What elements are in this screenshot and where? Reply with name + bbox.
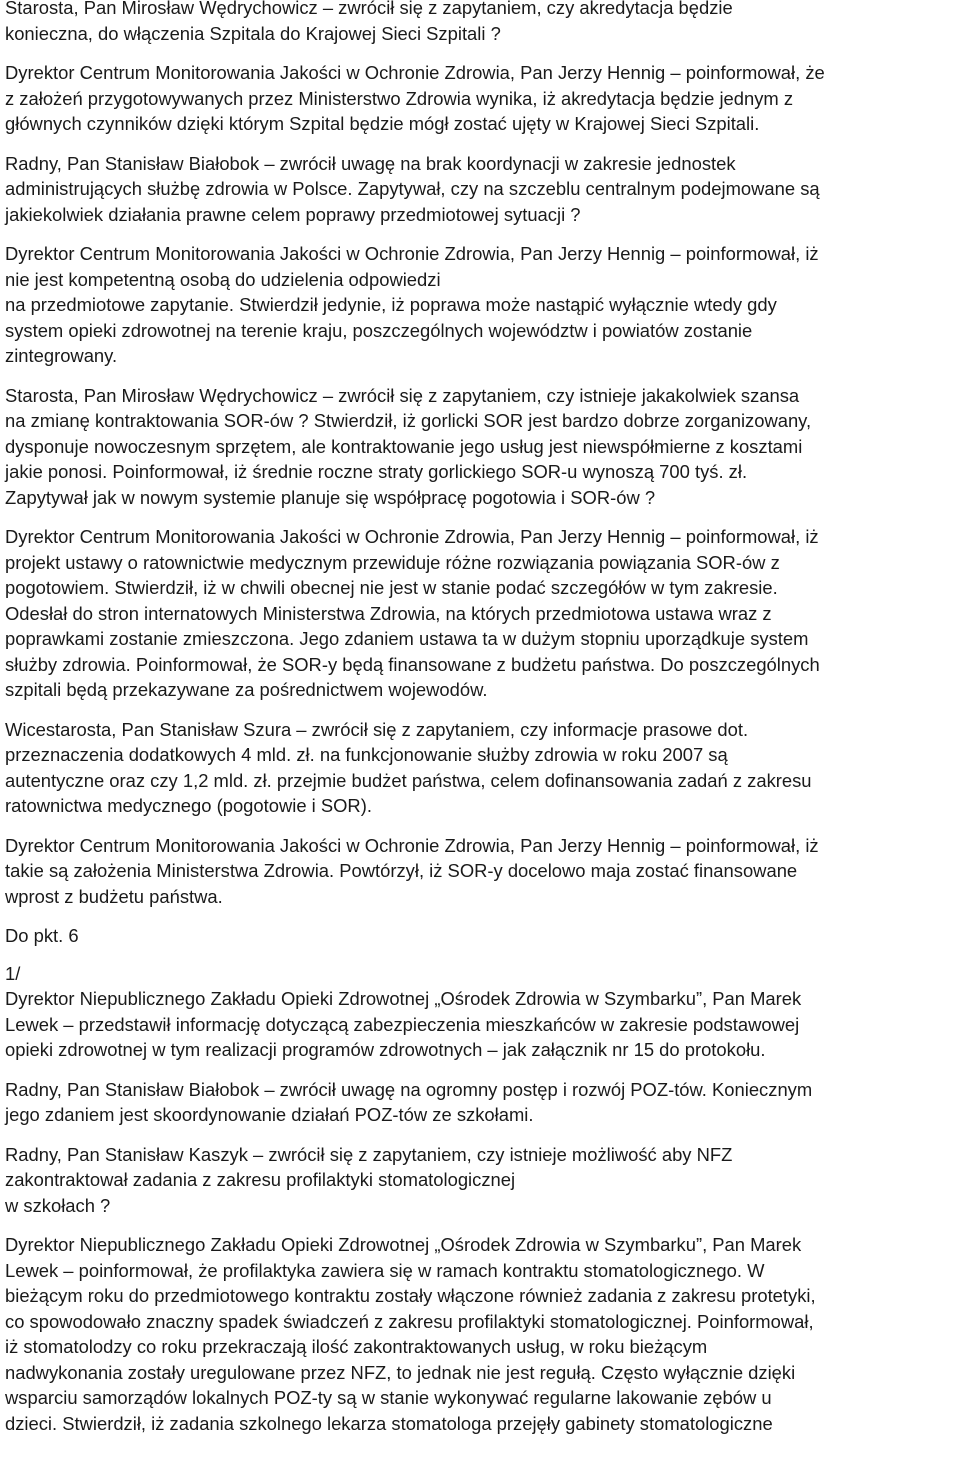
paragraph-director-answer-integration: Dyrektor Centrum Monitorowania Jakości w Ochronie Zdrowia, Pan Jerzy Hennig – poinformował, iż nie jest kompetentną osobą do udzielenia odpowiedzi na przedmiotowe zapytanie. Stwierdził jedynie, iż poprawa może nastąpić wyłącznie wtedy gdy system opieki zdrowotnej na terenie kraju, poszczególnych województw i powiatów zostanie zintegrowany. (5, 243, 819, 366)
paragraph-kaszyk-question: Radny, Pan Stanisław Kaszyk – zwrócił się z zapytaniem, czy istnieje możliwość aby NFZ zakontraktował zadania z zakresu profilaktyki stomatologicznej w szkołach ? (5, 1143, 733, 1216)
paragraph-vicestarosta-funding-question: Wicestarosta, Pan Stanisław Szura – zwrócił się z zapytaniem, czy informacje prasowe dot. przeznaczenia dodatkowych 4 mld. zł. na funkcjonowanie służby zdrowia w roku 2007 są autentyczne oraz czy 1,2 mld. zł. przejmie budżet państwa, celem dofinansowania zadań z zakresu ratownictwa medycznego (pogotowie i SOR). (5, 718, 812, 816)
section-heading-point-6: Do pkt. 6 (5, 925, 79, 946)
paragraph-bialobok-poz: Radny, Pan Stanisław Białobok – zwrócił uwagę na ogromny postęp i rozwój POZ-tów. Koniecznym jego zdaniem jest skoordynowanie działań POZ-tów ze szkołami. (5, 1078, 813, 1125)
paragraph-starosta-question-accreditation: Starosta, Pan Mirosław Wędrychowicz – zwrócił się z zapytaniem, czy akredytacja będzie konieczna, do włączenia Szpitala do Krajowej Sieci Szpitali ? (5, 0, 733, 44)
paragraph-szymbark-answer-dental: Dyrektor Niepublicznego Zakładu Opieki Zdrowotnej „Ośrodek Zdrowia w Szymbarku”, Pan Marek Lewek – poinformował, że profilaktyka zawiera się w ramach kontraktu stomatologicznego. W bieżącym roku do przedmiotowego kontraktu zostały włączone również zadania z zakresu protetyki, co spowodowało znaczny spadek świadczeń z zakresu profilaktyki stomatologicznej. Poinformował, iż stomatolodzy co roku przekraczają ilość zakontraktowanych usług, w roku bieżącym nadwykonania zostały uregulowane przez NFZ, to jednak nie jest regułą. Często wyłącznie dzięki wsparciu samorządów lokalnych POZ-ty są w stanie wykonywać regularne lakowanie zębów u dzieci. Stwierdził, iż zadania szkolnego lekarza stomatologa przejęły gabinety stomatologiczne (5, 1234, 816, 1434)
paragraph-starosta-sor-contracting: Starosta, Pan Mirosław Wędrychowicz – zwrócił się z zapytaniem, czy istnieje jakakolwiek szansa na zmianę kontraktowania SOR-ów ? Stwierdził, iż gorlicki SOR jest bardzo dobrze zorganizowany, dysponuje nowoczesnym sprzętem, ale kontraktowanie jego usług jest niewspółmierne z kosztami jakie ponosi. Poinformował, iż średnie roczne straty gorlickiego SOR-u wynoszą 700 tyś. zł. Zapytywał jak w nowym systemie planuje się współpracę pogotowia i SOR-ów ? (5, 384, 812, 508)
paragraph-director-answer-funding: Dyrektor Centrum Monitorowania Jakości w Ochronie Zdrowia, Pan Jerzy Hennig – poinformował, iż takie są założenia Ministerstwa Zdrowia. Powtórzył, iż SOR-y docelowo maja zostać finansowane wprost z budżetu państwa. (5, 834, 819, 907)
paragraph-bialobok-coordination: Radny, Pan Stanisław Białobok – zwrócił uwagę na brak koordynacji w zakresie jednostek administrujących służbę zdrowia w Polsce. Zapytywał, czy na szczeblu centralnym podejmowane są jakiekolwiek działania prawne celem poprawy przedmiotowej sytuacji ? (5, 152, 820, 225)
paragraph-szymbark-report: 1/ Dyrektor Niepublicznego Zakładu Opieki Zdrowotnej „Ośrodek Zdrowia w Szymbarku”, Pan Marek Lewek – przedstawił informację dotyczącą zabezpieczenia mieszkańców w zakresie podstawowej opieki zdrowotnej w tym realizacji programów zdrowotnych – jak załącznik nr 15 do protokołu. (5, 962, 802, 1060)
paragraph-director-answer-sor: Dyrektor Centrum Monitorowania Jakości w Ochronie Zdrowia, Pan Jerzy Hennig – poinformował, iż projekt ustawy o ratownictwie medycznym przewiduje różne rozwiązania powiązania SOR-ów z pogotowiem. Stwierdził, iż w chwili obecnej nie jest w stanie podać szczegółów w tym zakresie. Odesłał do stron internatowych Ministerstwa Zdrowia, na których przedmiotowa ustawa wraz z poprawkami zostanie zmieszczona. Jego zdaniem ustawa ta w dużym stopniu uporządkuje system służby zdrowia. Poinformował, że SOR-y będą finansowane z budżetu państwa. Do poszczególnych szpitali będą przekazywane za pośrednictwem wojewodów. (5, 526, 820, 700)
paragraph-director-answer-accreditation: Dyrektor Centrum Monitorowania Jakości w Ochronie Zdrowia, Pan Jerzy Hennig – poinformował, że z założeń przygotowywanych przez Ministerstwo Zdrowia wynika, iż akredytacja będzie jednym z głównych czynników dzięki którym Szpital będzie mógł zostać ujęty w Krajowej Sieci Szpitali. (5, 62, 825, 134)
